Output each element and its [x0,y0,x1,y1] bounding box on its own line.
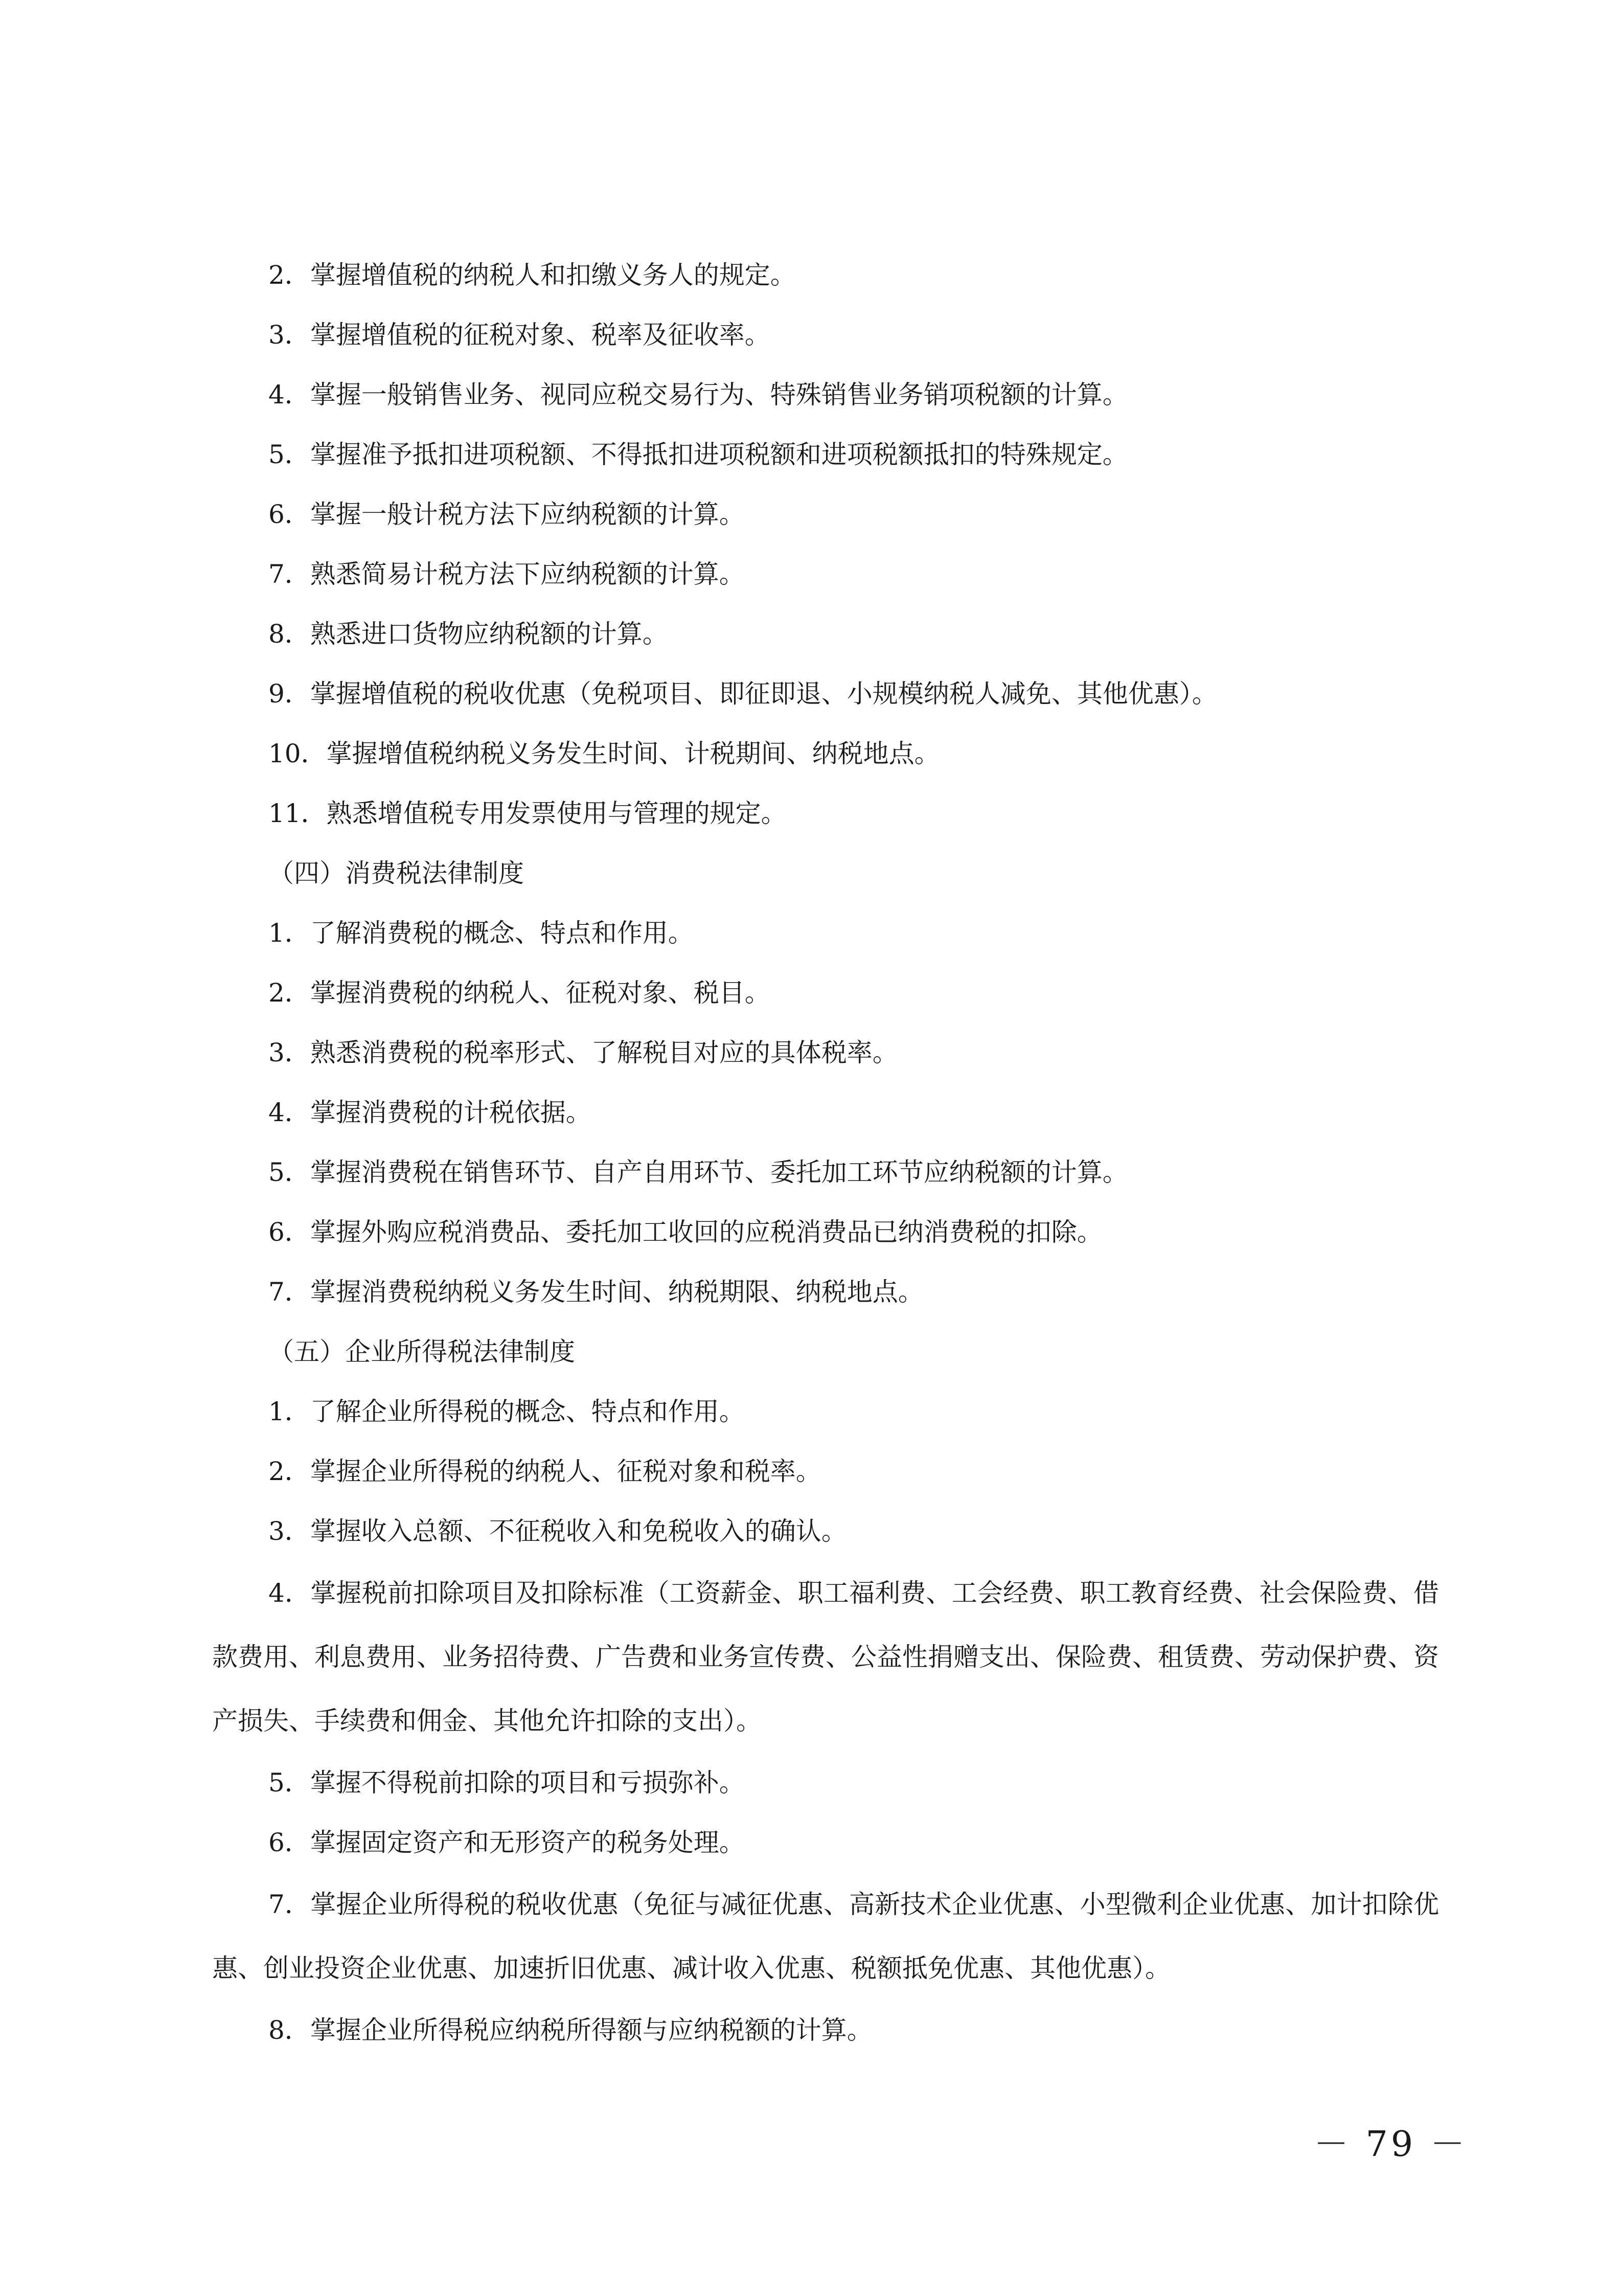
list-item: 3．掌握收入总额、不征税收入和免税收入的确认。 [268,1516,847,1546]
list-item: 5．掌握准予抵扣进项税额、不得抵扣进项税额和进项税额抵扣的特殊规定。 [268,440,1128,469]
list-item: 6．掌握固定资产和无形资产的税务处理。 [268,1828,745,1857]
list-item: 8．掌握企业所得税应纳税所得额与应纳税额的计算。 [268,2015,873,2045]
list-item: 5．掌握消费税在销售环节、自产自用环节、委托加工环节应纳税额的计算。 [268,1157,1128,1187]
list-item: 7．掌握企业所得税的税收优惠（免征与减征优惠、高新技术企业优惠、小型微利企业优惠、加计扣除优惠、创业投资企业优惠、加速折旧优惠、减计收入优惠、税额抵免优惠、其他优惠）。 [212,1890,1439,1983]
list-item: 11．熟悉增值税专用发票使用与管理的规定。 [268,799,787,828]
list-item: 3．熟悉消费税的税率形式、了解税目对应的具体税率。 [268,1038,898,1067]
list-item: 2．掌握企业所得税的纳税人、征税对象和税率。 [268,1457,821,1486]
list-item: 6．掌握一般计税方法下应纳税额的计算。 [268,499,745,529]
section-heading: （四）消费税法律制度 [268,858,524,888]
list-item: 8．熟悉进口货物应纳税额的计算。 [268,619,668,649]
list-item: 5．掌握不得税前扣除的项目和亏损弥补。 [268,1768,745,1798]
list-item: 10．掌握增值税纳税义务发生时间、计税期间、纳税地点。 [268,739,940,768]
list-item: 4．掌握消费税的计税依据。 [268,1098,591,1127]
list-item: 4．掌握税前扣除项目及扣除标准（工资薪金、职工福利费、工会经费、职工教育经费、社会保险费、借款费用、利息费用、业务招待费、广告费和业务宣传费、公益性捐赠支出、保险费、租赁费、劳动保护费、资产损失、手续费和佣金、其他允许扣除的支出）。 [212,1578,1439,1736]
list-item: 1．了解消费税的概念、特点和作用。 [268,918,694,948]
list-item: 3．掌握增值税的征税对象、税率及征收率。 [268,320,770,350]
list-item: 9．掌握增值税的税收优惠（免税项目、即征即退、小规模纳税人减免、其他优惠）。 [268,679,1218,709]
page-number: － 79 － [1314,2124,1468,2165]
list-item: 6．掌握外购应税消费品、委托加工收回的应税消费品已纳消费税的扣除。 [268,1217,1103,1247]
list-item: 7．熟悉简易计税方法下应纳税额的计算。 [268,559,745,589]
list-item: 2．掌握增值税的纳税人和扣缴义务人的规定。 [268,260,796,290]
document-body [212,245,1439,2060]
list-item: 4．掌握一般销售业务、视同应税交易行为、特殊销售业务销项税额的计算。 [268,380,1128,410]
list-item: 2．掌握消费税的纳税人、征税对象、税目。 [268,978,770,1008]
list-item: 1．了解企业所得税的概念、特点和作用。 [268,1397,745,1426]
list-item: 7．掌握消费税纳税义务发生时间、纳税期限、纳税地点。 [268,1277,924,1307]
section-heading: （五）企业所得税法律制度 [268,1337,575,1367]
